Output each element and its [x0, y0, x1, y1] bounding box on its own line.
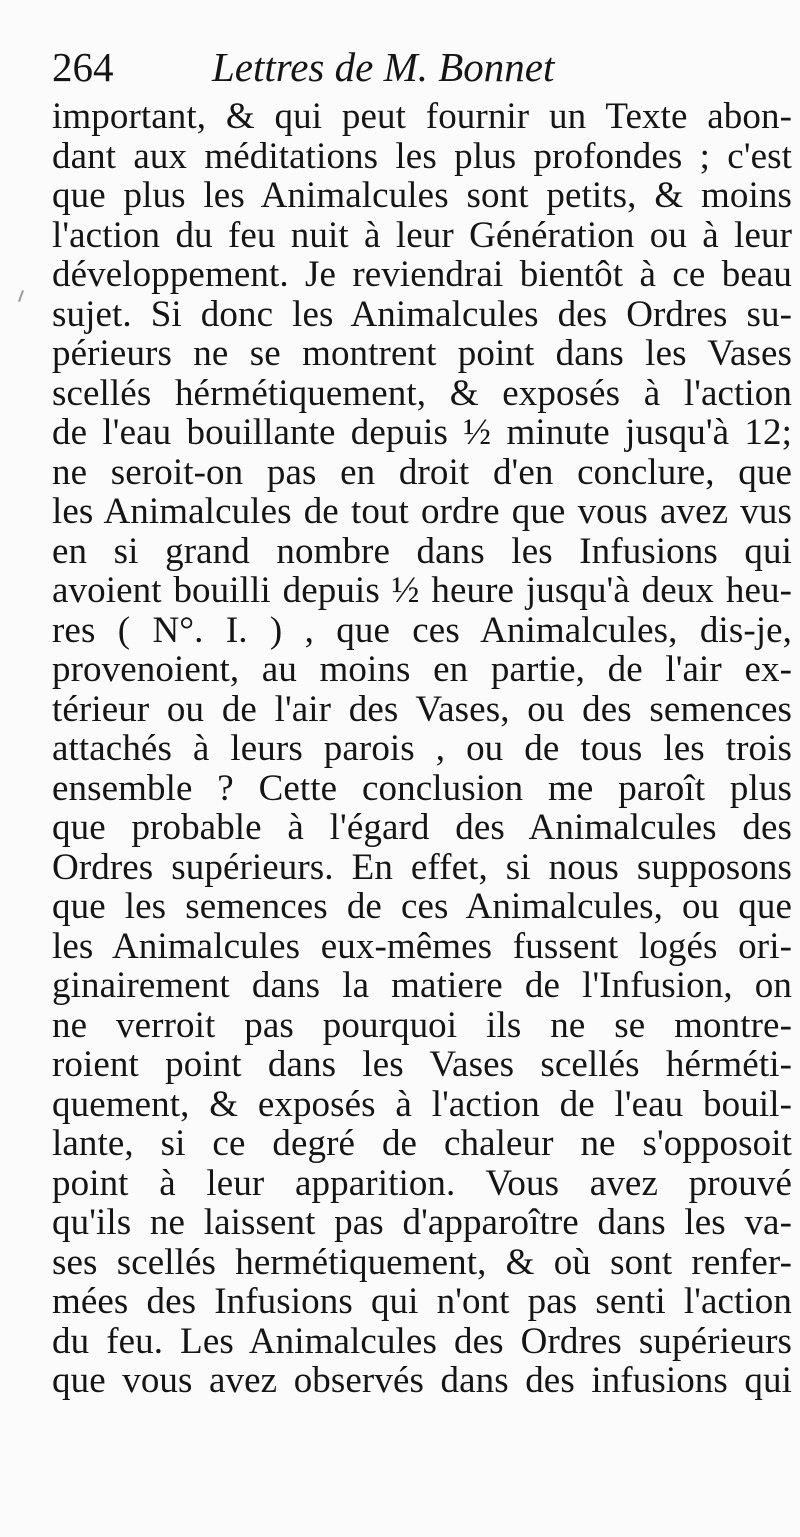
- margin-mark: [18, 290, 24, 302]
- text-line: avoient bouilli depuis ½ heure jusqu'à deux heu-: [52, 570, 792, 611]
- text-line: ginairement dans la matiere de l'Infusion, on: [52, 965, 792, 1006]
- text-line: attachés à leurs parois , ou de tous les trois: [52, 728, 792, 769]
- text-line: que probable à l'égard des Animalcules des: [52, 807, 792, 848]
- text-line: res ( N°. I. ) , que ces Animalcules, dis-je,: [52, 609, 792, 651]
- text-line: lante, si ce degré de chaleur ne s'opposoit: [52, 1123, 792, 1164]
- text-line: ses scellés hermétiquement, & où sont renfer-: [52, 1241, 792, 1283]
- text-line: sujet. Si donc les Animalcules des Ordres su-: [52, 293, 792, 335]
- body-text: [52, 97, 792, 1401]
- text-line: en si grand nombre dans les Infusions qui: [52, 530, 792, 572]
- running-title: Lettres de M. Bonnet: [212, 44, 555, 90]
- text-line: les Animalcules eux-mêmes fussent logés ori-: [52, 925, 792, 967]
- text-line: quement, & exposés à l'action de l'eau bouil-: [52, 1083, 792, 1125]
- text-line: mées des Infusions qui n'ont pas senti l'action: [52, 1281, 792, 1322]
- text-line: que plus les Animalcules sont petits, & moins: [52, 175, 792, 216]
- text-line: ensemble ? Cette conclusion me paroît plus: [52, 767, 792, 809]
- text-line: provenoient, au moins en partie, de l'air ex-: [52, 649, 792, 690]
- text-line: térieur ou de l'air des Vases, ou des semences: [52, 688, 792, 730]
- text-line: point à leur apparition. Vous avez prouvé: [52, 1162, 792, 1204]
- text-line: que vous avez observés dans des infusions qui: [52, 1360, 792, 1401]
- text-line: important, & qui peut fournir un Texte abon-: [52, 96, 792, 137]
- text-line: l'action du feu nuit à leur Génération ou à leur: [52, 214, 792, 256]
- text-line: que les semences de ces Animalcules, ou que: [52, 886, 792, 927]
- text-line: ne verroit pas pourquoi ils ne se montre-: [52, 1004, 792, 1046]
- text-line: qu'ils ne laissent pas d'apparoître dans les va-: [52, 1202, 792, 1243]
- text-line: périeurs ne se montrent point dans les Vases: [52, 333, 792, 374]
- running-head: [52, 42, 792, 92]
- page-number: 264: [52, 44, 114, 90]
- text-line: les Animalcules de tout ordre que vous avez vus: [52, 491, 792, 532]
- text-line: ne seroit-on pas en droit d'en conclure, que: [52, 451, 792, 493]
- text-line: scellés hérmétiquement, & exposés à l'action: [52, 372, 792, 414]
- text-line: Ordres supérieurs. En effet, si nous supposons: [52, 846, 792, 888]
- text-line: dant aux méditations les plus profondes ; c'est: [52, 135, 792, 177]
- text-line: développement. Je reviendrai bientôt à ce beau: [52, 254, 792, 295]
- text-line: de l'eau bouillante depuis ½ minute jusqu'à 12;: [52, 412, 792, 453]
- text-line: du feu. Les Animalcules des Ordres supérieurs: [52, 1320, 792, 1362]
- text-line: roient point dans les Vases scellés hérméti-: [52, 1044, 792, 1085]
